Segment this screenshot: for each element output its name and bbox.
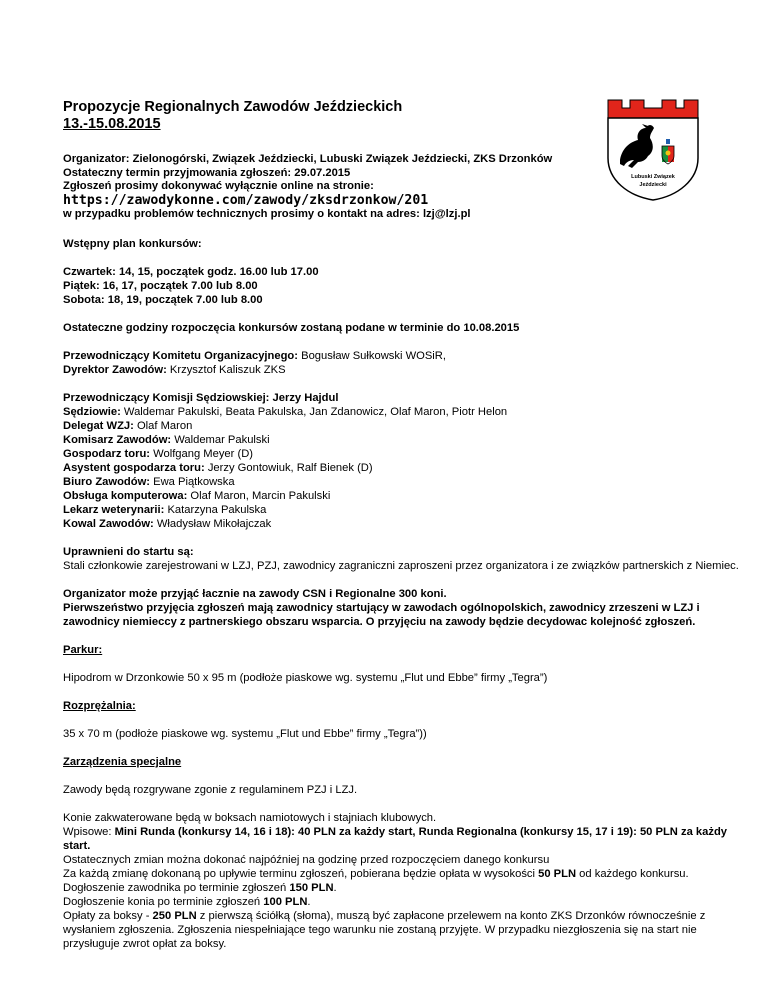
special-rules: Zawody będą rozgrywane zgonie z regulaminem PZJ i LZJ.: [63, 784, 358, 796]
late-horse-row: [63, 896, 311, 910]
judges-chair-label: Przewodniczący Komisji Sędziowskiej: Jerzy Hajdul: [63, 392, 339, 404]
special-heading: Zarządzenia specjalne: [63, 756, 182, 768]
vet-row: [63, 504, 266, 518]
registration-url[interactable]: https://zawodykonne.com/zawody/zksdrzonkow/201: [63, 193, 429, 208]
assistant-designer-row: [63, 462, 373, 476]
plan-heading: Wstępny plan konkursów:: [63, 238, 202, 250]
judges-label: Sędziowie:: [63, 406, 121, 418]
farrier-row: [63, 518, 271, 532]
box-fee-amount: 250 PLN: [152, 910, 197, 922]
late-change-pre: Za każdą zmianę dokonaną po upływie terminu zgłoszeń, pobierana będzie opłata w wysokości: [63, 868, 539, 880]
vet-value: Katarzyna Pakulska: [164, 504, 267, 516]
problems-line: w przypadku problemów technicznych prosimy o kontakt na adres: lzj@lzj.pl: [63, 208, 471, 220]
commissioner-row: [63, 434, 270, 448]
warmup-heading: Rozprężalnia:: [63, 700, 136, 712]
director-value: Krzysztof Kaliszuk ZKS: [166, 364, 286, 376]
lzj-logo: [602, 98, 704, 202]
box-fee-row: [63, 910, 705, 924]
director-label: Dyrektor Zawodów:: [63, 364, 167, 376]
title-line-2: 13.-15.08.2015: [63, 116, 161, 132]
vet-label: Lekarz weterynarii:: [63, 504, 165, 516]
deadline-line: Ostateczny termin przyjmowania zgłoszeń: 29.07.2015: [63, 167, 351, 179]
title-line-1: Propozycje Regionalnych Zawodów Jeździeckich: [63, 99, 403, 115]
logo-text-line-2: Jeździecki: [639, 182, 667, 188]
plan-day-saturday: Sobota: 18, 19, początek 7.00 lub 8.00: [63, 294, 263, 306]
office-row: [63, 476, 235, 490]
fee-row: [63, 826, 727, 840]
committee-chair-value: Bogusław Sułkowski WOSiR,: [298, 350, 446, 362]
capacity-line-2: Pierwszeństwo przyjęcia zgłoszeń mają zawodnicy startujący w zawodach ogólnopolskich, zawodnicy zrzeszeni w LZJ i: [63, 602, 700, 614]
judges-row: [63, 406, 507, 420]
eligibility-text: Stali członkowie zarejestrowani w LZJ, PZJ, zawodnicy zagraniczni zaproszeni przez organizatora i ze związków partnerskich z Niemiec.: [63, 560, 739, 572]
commissioner-value: Waldemar Pakulski: [171, 434, 270, 446]
eligibility-heading: Uprawnieni do startu są:: [63, 546, 194, 558]
late-horse-amount: 100 PLN: [263, 896, 308, 908]
committee-chair-row: [63, 350, 446, 364]
course-designer-row: [63, 448, 253, 462]
late-change-post: od każdego konkursu.: [576, 868, 689, 880]
fee-prefix: Wpisowe:: [63, 826, 115, 838]
logo-text-line-1: Lubuski Związek: [631, 174, 675, 180]
late-horse-post: .: [307, 896, 311, 908]
box-fee-line-3: przysługuje zwrot opłat za boksy.: [63, 938, 227, 950]
late-rider-amount: 150 PLN: [289, 882, 334, 894]
parkur-text: Hipodrom w Drzonkowie 50 x 95 m (podłoże piaskowe wg. systemu „Flut und Ebbe” firmy „Tegra”): [63, 672, 548, 684]
plan-day-thursday: Czwartek: 14, 15, początek godz. 16.00 lub 17.00: [63, 266, 319, 278]
late-horse-pre: Dogłoszenie konia po terminie zgłoszeń: [63, 896, 264, 908]
assistant-designer-label: Asystent gospodarza toru:: [63, 462, 205, 474]
late-change-amount: 50 PLN: [538, 868, 577, 880]
lzj-crest-graphic: [602, 98, 704, 202]
committee-chair-label: Przewodniczący Komitetu Organizacyjnego:: [63, 350, 298, 362]
plan-day-friday: Piątek: 16, 17, początek 7.00 lub 8.00: [63, 280, 258, 292]
computer-label: Obsługa komputerowa:: [63, 490, 188, 502]
judges-chair-row: [63, 392, 338, 406]
parkur-heading: Parkur:: [63, 644, 103, 656]
late-change-row: [63, 868, 689, 882]
organizer-line: Organizator: Zielonogórski, Związek Jeździecki, Lubuski Związek Jeździecki, ZKS Drzonków: [63, 153, 553, 165]
farrier-label: Kowal Zawodów:: [63, 518, 154, 530]
fee-details: Mini Runda (konkursy 14, 16 i 18): 40 PLN za każdy start, Runda Regionalna (konkursy 15, 17 i 19): 50 PLN za każdy: [114, 826, 728, 838]
director-row: [63, 364, 286, 378]
capacity-line-1: Organizator może przyjąć łacznie na zawody CSN i Regionalne 300 koni.: [63, 588, 447, 600]
online-line: Zgłoszeń prosimy dokonywać wyłącznie online na stronie:: [63, 180, 374, 192]
document-title: [63, 99, 402, 133]
box-fee-line-2: wysłaniem zgłoszenia. Zgłoszenia niespełniające tego warunku nie zostaną przyjęte. W przypadku niezgłoszenia się na start nie: [63, 924, 697, 936]
assistant-designer-value: Jerzy Gontowiuk, Ralf Bienek (D): [204, 462, 373, 474]
changes-note: Ostatecznych zmian można dokonać najpóźniej na godzinę przed rozpoczęciem danego konkursu: [63, 854, 550, 866]
computer-value: Olaf Maron, Marcin Pakulski: [187, 490, 331, 502]
course-designer-value: Wolfgang Meyer (D): [150, 448, 254, 460]
late-rider-post: .: [333, 882, 337, 894]
judges-value: Waldemar Pakulski, Beata Pakulska, Jan Zdanowicz, Olaf Maron, Piotr Helon: [120, 406, 508, 418]
fee-details-cont: start.: [63, 840, 91, 852]
course-designer-label: Gospodarz toru:: [63, 448, 151, 460]
farrier-value: Władysław Mikołajczak: [153, 518, 272, 530]
special-boxes: Konie zakwaterowane będą w boksach namiotowych i stajniach klubowych.: [63, 812, 437, 824]
delegate-row: [63, 420, 192, 434]
box-fee-pre: Opłaty za boksy -: [63, 910, 153, 922]
office-label: Biuro Zawodów:: [63, 476, 151, 488]
computer-row: [63, 490, 330, 504]
delegate-label: Delegat WZJ:: [63, 420, 134, 432]
box-fee-post: z pierwszą ściółką (słoma), muszą być zapłacone przelewem na konto ZKS Drzonków równocześnie z: [196, 910, 706, 922]
late-rider-row: [63, 882, 337, 896]
final-hours-note: Ostateczne godziny rozpoczęcia konkursów zostaną podane w terminie do 10.08.2015: [63, 322, 520, 334]
capacity-line-3: zawodnicy niemieccy z partnerskiego obszaru wsparcia. O przyjęciu na zawody będzie decydowac kolejność zgłoszeń.: [63, 616, 696, 628]
office-value: Ewa Piątkowska: [150, 476, 235, 488]
late-rider-pre: Dogłoszenie zawodnika po terminie zgłoszeń: [63, 882, 290, 894]
delegate-value: Olaf Maron: [133, 420, 193, 432]
warmup-text: 35 x 70 m (podłoże piaskowe wg. systemu „Flut und Ebbe” firmy „Tegra”)): [63, 728, 427, 740]
commissioner-label: Komisarz Zawodów:: [63, 434, 172, 446]
